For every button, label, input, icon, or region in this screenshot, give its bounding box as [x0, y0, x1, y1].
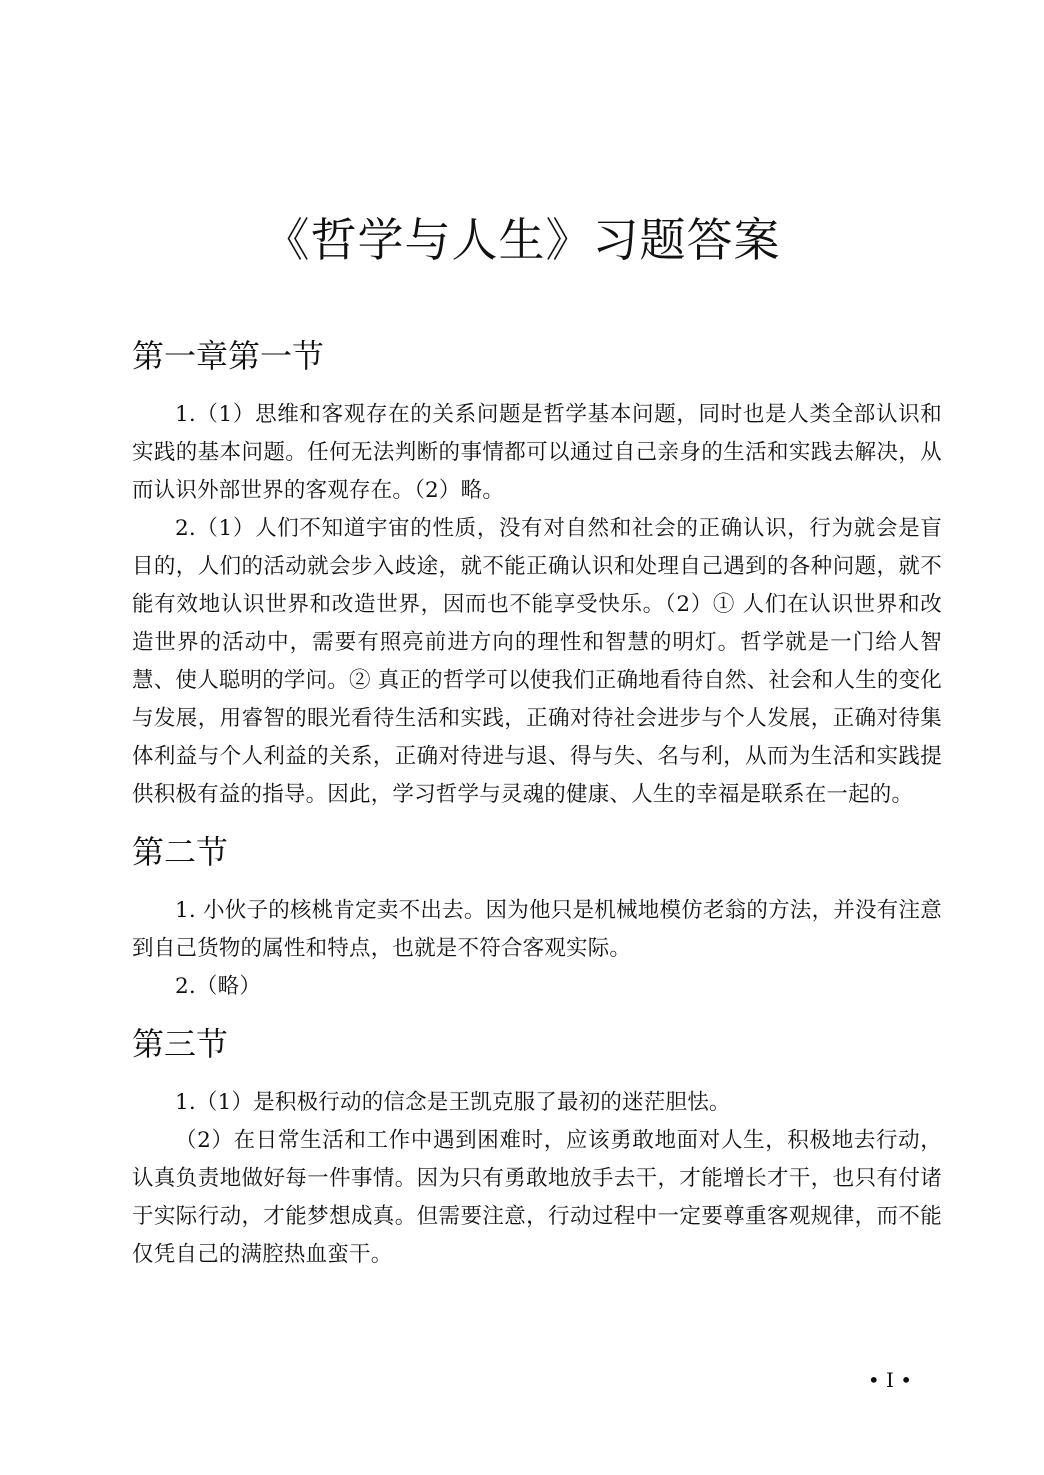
section-2: [132, 826, 942, 1006]
answer-paragraph: 1. 小伙子的核桃肯定卖不出去。因为他只是机械地模仿老翁的方法，并没有注意到自己货物的属性和特点，也就是不符合客观实际。: [132, 898, 942, 961]
section-1: [132, 330, 942, 814]
answer-paragraph: （2）在日常生活和工作中遇到困难时，应该勇敢地面对人生，积极地去行动，认真负责地做好每一件事情。因为只有勇敢地放手去干，才能增长才干，也只有付诸于实际行动，才能梦想成真。但需要注意，行动过程中一定要尊重客观规律，而不能仅凭自己的满腔热血蛮干。: [132, 1128, 942, 1267]
document-title: 《哲学与人生》习题答案: [263, 213, 781, 267]
document-body: [132, 330, 942, 1274]
answer-paragraph: 1.（1）是积极行动的信念是王凯克服了最初的迷茫胆怯。: [175, 1090, 731, 1115]
answer-paragraph: 2.（1）人们不知道宇宙的性质，没有对自然和社会的正确认识，行为就会是盲目的，人们的活动就会步入歧途，就不能正确认识和处理自己遇到的各种问题，就不能有效地认识世界和改造世界，因而也不能享受快乐。（2）① 人们在认识世界和改造世界的活动中，需要有照亮前进方向的理性和智慧的明灯。哲学就是一门给人智慧、使人聪明的学问。② 真正的哲学可以使我们正确地看待自然、社会和人生的变化与发展，用睿智的眼光看待生活和实践，正确对待社会进步与个人发展，正确对待集体利益与个人利益的关系，正确对待进与退、得与失、名与利，从而为生活和实践提供积极有益的指导。因此，学习哲学与灵魂的健康、人生的幸福是联系在一起的。: [132, 516, 942, 807]
section-3: [132, 1018, 942, 1274]
answer-paragraph: 2.（略）: [175, 974, 262, 999]
section-heading: 第三节: [132, 1025, 229, 1063]
answer-paragraph: 1.（1）思维和客观存在的关系问题是哲学基本问题，同时也是人类全部认识和实践的基本问题。任何无法判断的事情都可以通过自己亲身的生活和实践去解决，从而认识外部世界的客观存在。（2）略。: [132, 402, 942, 503]
section-heading: 第二节: [132, 833, 229, 871]
section-heading: 第一章第一节: [132, 337, 325, 375]
page-number: • I •: [867, 1368, 913, 1392]
